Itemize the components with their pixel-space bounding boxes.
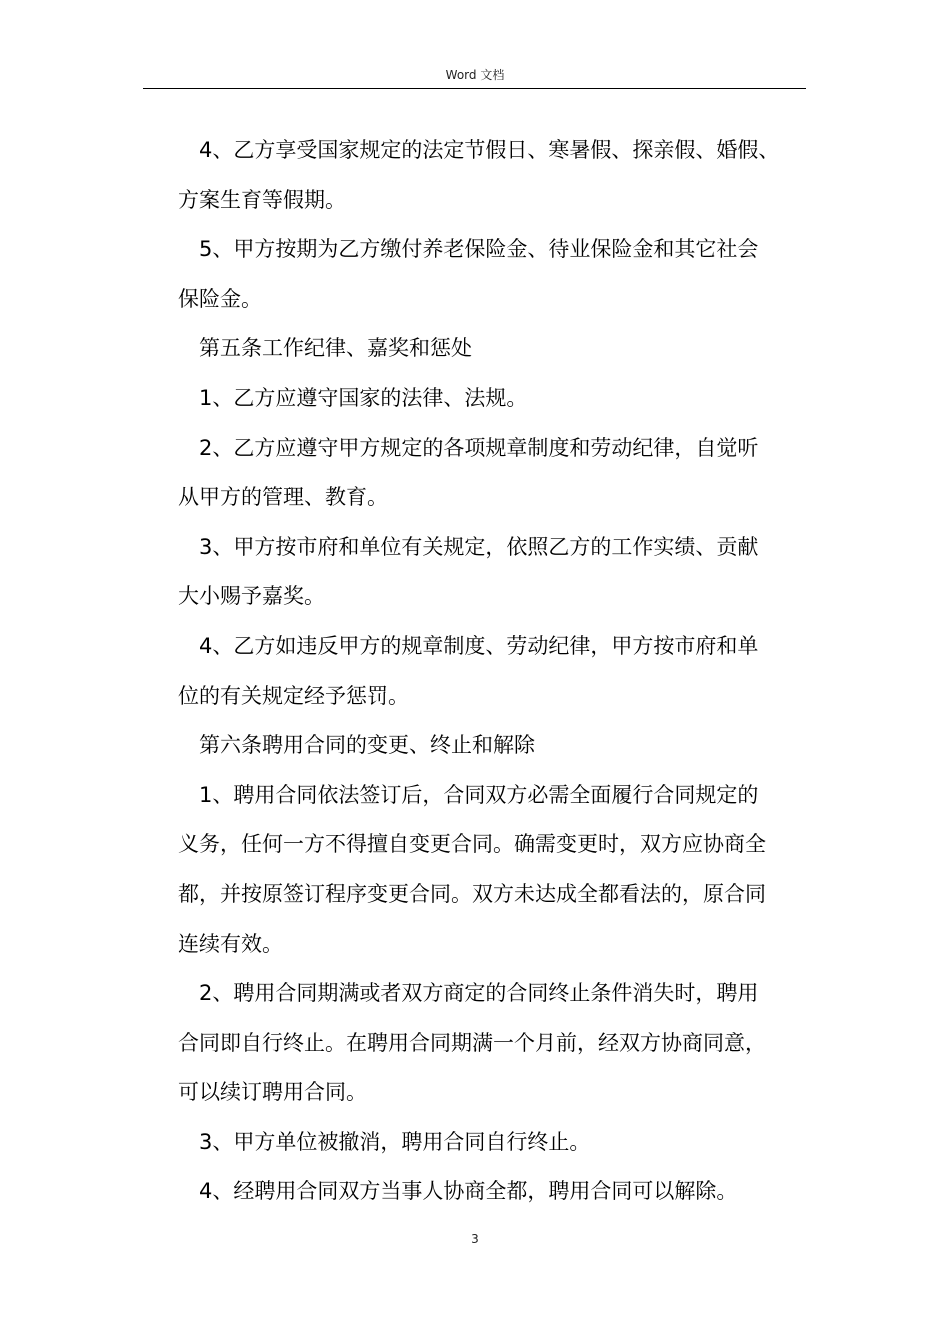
document-body: [178, 126, 808, 1217]
paragraph: [178, 523, 808, 622]
paragraph: [178, 1167, 808, 1217]
paragraph-line: 2、聘用合同期满或者双方商定的合同终止条件消失时，聘用: [199, 981, 759, 1006]
paragraph-line: 3、甲方单位被撤消，聘用合同自行终止。: [199, 1129, 591, 1154]
page-number: 3: [471, 1232, 479, 1246]
section-heading-text: 第六条聘用合同的变更、终止和解除: [199, 733, 535, 758]
paragraph-line: 3、甲方按市府和单位有关规定，依照乙方的工作实绩、贡献: [199, 534, 759, 559]
paragraph: [178, 424, 808, 523]
paragraph-line: 方案生育等假期。: [178, 187, 346, 212]
paragraph: [178, 126, 808, 225]
header-divider: [143, 88, 806, 89]
page-header: Word 文档: [445, 68, 505, 82]
paragraph: [178, 622, 808, 721]
section-heading-text: 第五条工作纪律、嘉奖和惩处: [199, 336, 472, 361]
paragraph: [178, 969, 808, 1118]
paragraph: [178, 374, 808, 424]
paragraph-line: 1、聘用合同依法签订后，合同双方必需全面履行合同规定的: [199, 782, 759, 807]
paragraph-line: 从甲方的管理、教育。: [178, 485, 388, 510]
paragraph-line: 都，并按原签订程序变更合同。双方未达成全都看法的，原合同: [178, 881, 766, 906]
paragraph-line: 4、乙方如违反甲方的规章制度、劳动纪律，甲方按市府和单: [199, 633, 759, 658]
paragraph-line: 位的有关规定经予惩罚。: [178, 683, 409, 708]
paragraph-line: 可以续订聘用合同。: [178, 1080, 367, 1105]
paragraph-line: 4、经聘用合同双方当事人协商全都，聘用合同可以解除。: [199, 1179, 738, 1204]
paragraph-line: 1、乙方应遵守国家的法律、法规。: [199, 385, 528, 410]
paragraph-line: 2、乙方应遵守甲方规定的各项规章制度和劳动纪律，自觉听: [199, 435, 759, 460]
section-heading: [178, 721, 808, 771]
section-heading: [178, 324, 808, 374]
paragraph-line: 5、甲方按期为乙方缴付养老保险金、待业保险金和其它社会: [199, 237, 759, 262]
paragraph-line: 连续有效。: [178, 931, 283, 956]
paragraph-line: 保险金。: [178, 286, 262, 311]
paragraph: [178, 225, 808, 324]
paragraph-line: 4、乙方享受国家规定的法定节假日、寒暑假、探亲假、婚假、: [199, 138, 780, 162]
paragraph-line: 大小赐予嘉奖。: [178, 584, 325, 609]
paragraph-line: 义务，任何一方不得擅自变更合同。确需变更时，双方应协商全: [178, 832, 766, 857]
paragraph-line: 合同即自行终止。在聘用合同期满一个月前，经双方协商同意，: [178, 1030, 766, 1055]
paragraph: [178, 1118, 808, 1168]
paragraph: [178, 771, 808, 969]
